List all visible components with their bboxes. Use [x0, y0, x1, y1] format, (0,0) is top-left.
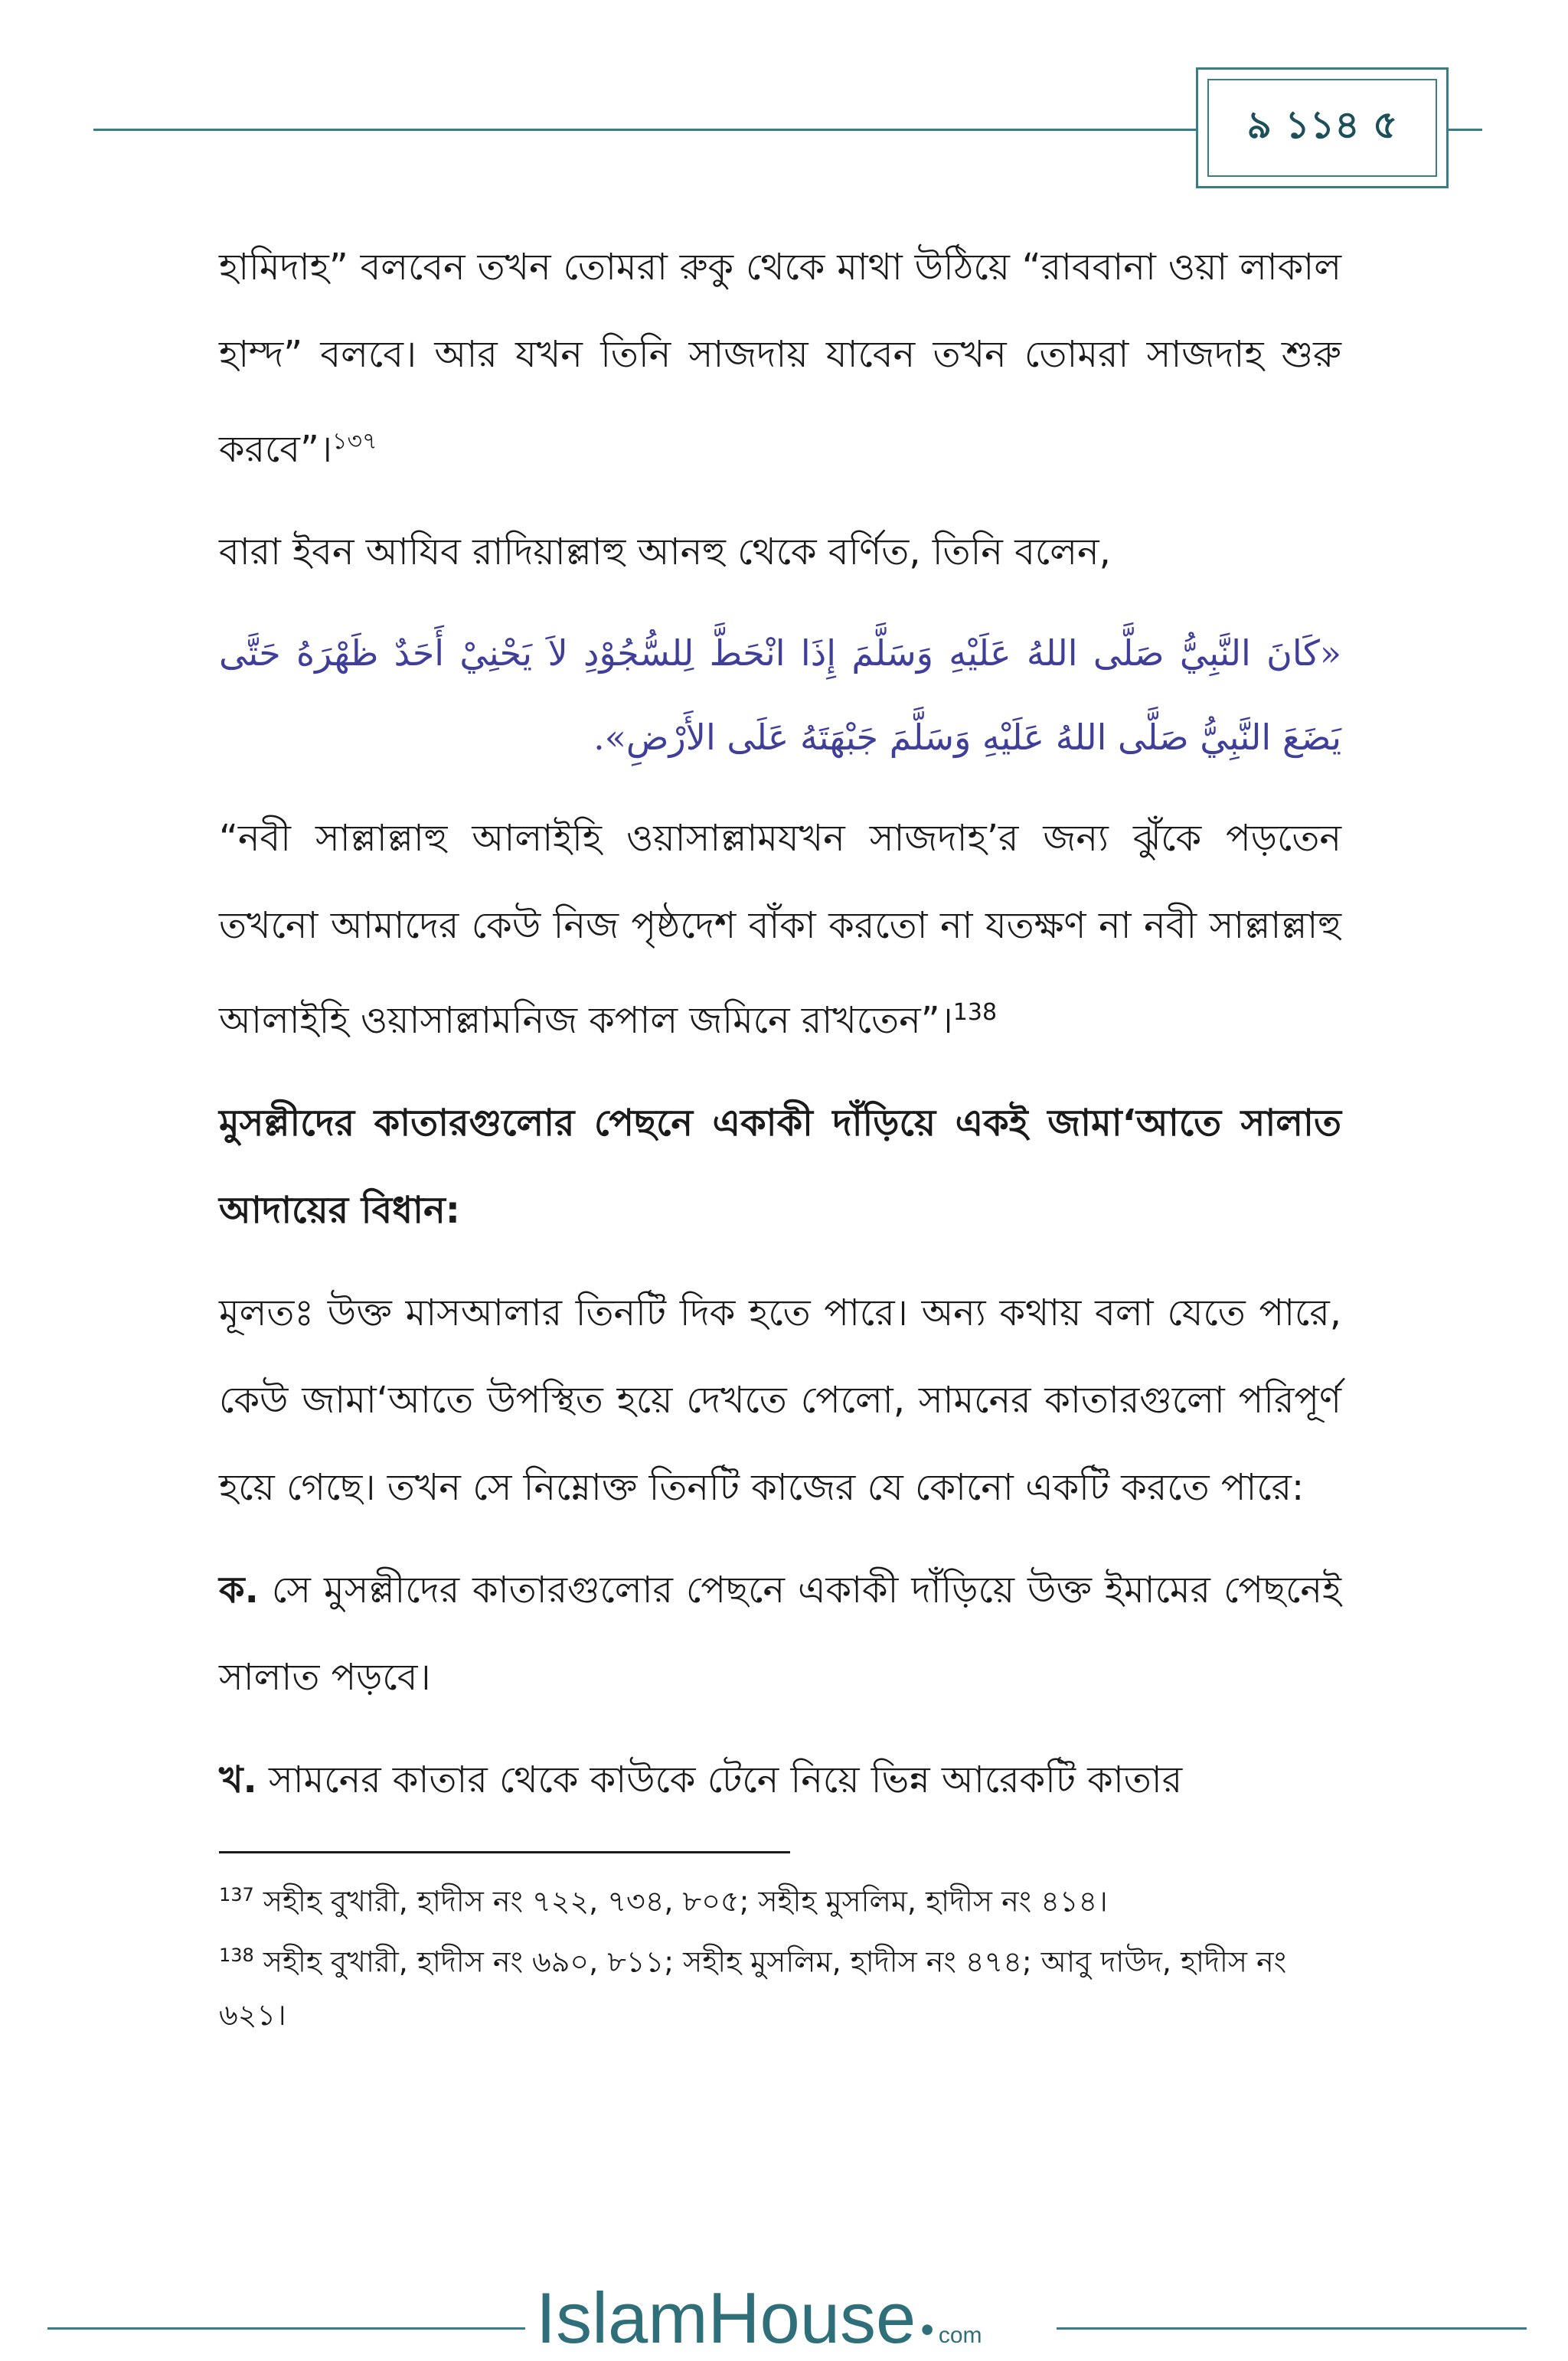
- page-body: [219, 224, 1341, 1839]
- paragraph-translation: [219, 795, 1341, 1064]
- brand-dot: •: [920, 2308, 934, 2351]
- page-number: ৯ ১১৪ ৫: [1207, 79, 1437, 177]
- footnote-ref: 138: [952, 999, 998, 1026]
- header-rule-left: [93, 129, 1196, 131]
- footer-rule-left: [47, 2327, 525, 2330]
- paragraph-text: “নবী সাল্লাল্লাহু আলাইহি ওয়াসাল্লামযখন সাজদাহ’র জন্য ঝুঁকে পড়তেন তখনো আমাদের কেউ নিজ পৃষ্ঠদেশ বাঁকা করতো না যতক্ষণ না নবী সাল্লাল্লাহু আলাইহি ওয়াসাল্লামনিজ কপাল জমিনে রাখতেন”।: [219, 817, 1341, 1042]
- footnote-separator: [219, 1851, 790, 1853]
- list-item-marker: ক.: [219, 1569, 259, 1612]
- arabic-hadith-text: «كَانَ النَّبِيُّ صَلَّى اللهُ عَلَيْهِ وَسَلَّمَ إِذَا انْحَطَّ لِلسُّجُوْدِ لاَ يَحْنِيْ أَحَدٌ ظَهْرَهُ حَتَّى يَضَعَ النَّبِيُّ صَلَّى اللهُ عَلَيْهِ وَسَلَّمَ جَبْهَتَهُ عَلَى الأَرْضِ».: [219, 632, 1341, 758]
- footnote-number: 137: [219, 1884, 254, 1905]
- list-item-text: সে মুসল্লীদের কাতারগুলোর পেছনে একাকী দাঁড়িয়ে উক্ত ইমামের পেছনেই সালাত পড়বে।: [219, 1569, 1341, 1699]
- list-item-kha: [219, 1736, 1341, 1824]
- paragraph-narration-intro: বারা ইবন আযিব রাদিয়াল্লাহু আনহু থেকে বর্ণিত, তিনি বলেন,: [219, 531, 1111, 573]
- paragraph-hadith-end: [219, 224, 1341, 493]
- list-item-ka: [219, 1546, 1341, 1721]
- list-item-marker: খ.: [219, 1759, 257, 1801]
- footnote-137: [219, 1868, 1341, 1928]
- paragraph-explanation: মূলতঃ উক্ত মাসআলার তিনটি দিক হতে পারে। অন্য কথায় বলা যেতে পারে, কেউ জামা‘আতে উপস্থিত হয়ে দেখতে পেলো, সামনের কাতারগুলো পরিপূর্ণ হয়ে গেছে। তখন সে নিম্নোক্ত তিনটি কাজের যে কোনো একটি করতে পারে:: [219, 1292, 1341, 1509]
- list-item-text: সামনের কাতার থেকে কাউকে টেনে নিয়ে ভিন্ন আরেকটি কাতার: [256, 1759, 1183, 1801]
- header-rule-right: [1449, 129, 1482, 131]
- brand-name: IslamHouse: [536, 2278, 916, 2358]
- footnote-text: সহীহ বুখারী, হাদীস নং ৬৯০, ৮১১; সহীহ মুসলিম, হাদীস নং ৪৭৪; আবু দাউদ, হাদীস নং ৬২১।: [219, 1945, 1287, 2033]
- islamhouse-logo: [536, 2277, 1041, 2361]
- paragraph-text: হামিদাহ” বলবেন তখন তোমরা রুকু থেকে মাথা উঠিয়ে “রাববানা ওয়া লাকাল হাম্দ” বলবে। আর যখন তিনি সাজদায় যাবেন তখন তোমরা সাজদাহ শুরু করবে”।: [219, 246, 1341, 471]
- footer-rule-right: [1057, 2327, 1527, 2330]
- footnote-138: [219, 1928, 1341, 2043]
- footnote-number: 138: [219, 1944, 254, 1966]
- footnote-text: সহীহ বুখারী, হাদীস নং ৭২২, ৭৩৪, ৮০৫; সহীহ মুসলিম, হাদীস নং ৪১৪।: [253, 1884, 1108, 1919]
- brand-domain: com: [938, 2323, 982, 2348]
- footnote-ref: ১৩৭: [332, 428, 377, 455]
- section-heading: মুসল্লীদের কাতারগুলোর পেছনে একাকী দাঁড়িয়ে একই জামা‘আতে সালাত আদায়ের বিধান:: [219, 1102, 1341, 1232]
- footnotes: [219, 1868, 1341, 2042]
- page-number-box: [1196, 67, 1449, 188]
